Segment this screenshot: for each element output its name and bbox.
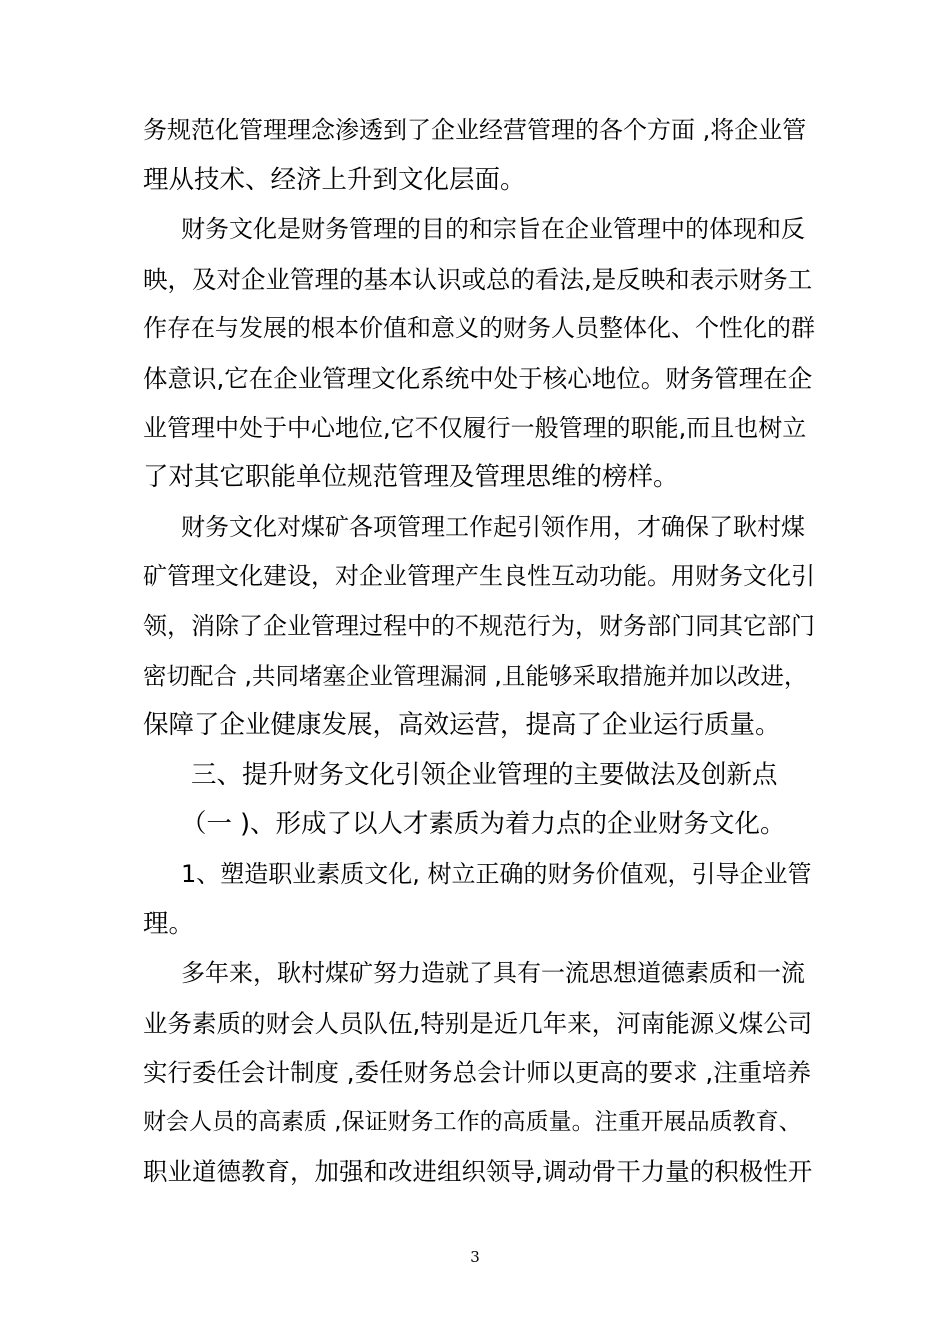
text-line: 财务文化是财务管理的目的和宗旨在企业管理中的体现和反 [181,215,805,244]
section-heading: 三、提升财务文化引领企业管理的主要做法及创新点 [191,759,778,790]
text-line: 体意识,它在企业管理文化系统中处于核心地位。财务管理在企 [143,363,813,393]
text-line: 业管理中处于中心地位,它不仅履行一般管理的职能,而且也树立 [143,413,807,442]
text-line: 领，消除了企业管理过程中的不规范行为，财务部门同其它部门 [143,611,815,640]
text-line: 财会人员的高素质 ,保证财务工作的高质量。注重开展品质教育、 [143,1108,802,1135]
text-line: 实行委任会计制度 ,委任财务总会计师以更高的要求 ,注重培养 [143,1058,812,1088]
text-line: 保障了企业健康发展，高效运营，提高了企业运行质量。 [143,710,781,741]
page-number: 3 [470,1248,480,1266]
text-line: 矿管理文化建设，对企业管理产生良性互动功能。用财务文化引 [143,562,815,591]
body-text [143,106,815,1197]
text-line: 1、塑造职业素质文化, 树立正确的财务价值观，引导企业管 [181,859,812,888]
text-line: 作存在与发展的根本价值和意义的财务人员整体化、个性化的群 [143,314,815,343]
text-line: 业务素质的财会人员队伍,特别是近几年来，河南能源义煤公司 [143,1008,813,1038]
subsection-heading: （一 )、形成了以人才素质为着力点的企业财务文化。 [181,809,786,840]
text-line: 务规范化管理理念渗透到了企业经营管理的各个方面 ,将企业管 [143,116,807,144]
text-line: 多年来，耿村煤矿努力造就了具有一流思想道德素质和一流 [181,959,805,988]
text-line: 理从技术、经济上升到文化层面。 [143,164,526,195]
text-line: 了对其它职能单位规范管理及管理思维的榜样。 [143,462,679,493]
text-line: 密切配合 ,共同堵塞企业管理漏洞 ,且能够采取措施并加以改进， [143,661,808,690]
text-line: 职业道德教育，加强和改进组织领导,调动骨干力量的积极性开 [143,1157,813,1187]
text-line: 财务文化对煤矿各项管理工作起引领作用，才确保了耿村煤 [181,512,805,541]
text-line: 理。 [143,908,195,939]
text-line: 映，及对企业管理的基本认识或总的看法,是反映和表示财务工 [143,264,813,294]
